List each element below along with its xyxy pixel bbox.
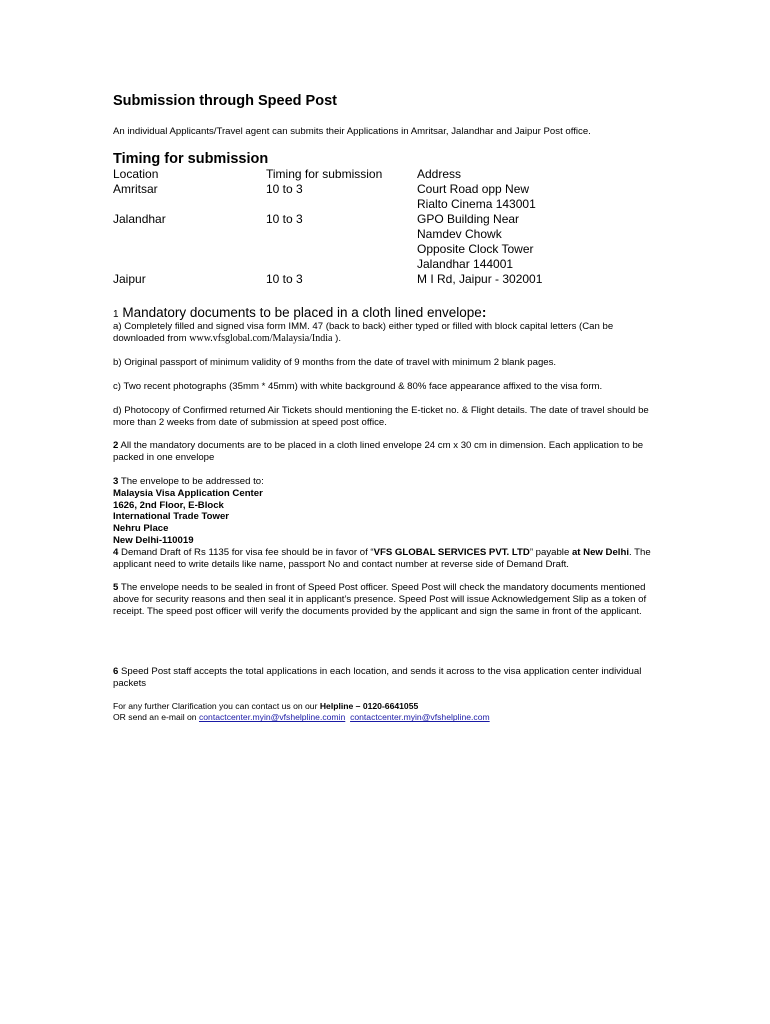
- section-4-text: ” payable: [529, 547, 572, 558]
- item-d-paragraph: d) Photocopy of Confirmed returned Air Tickets should mentioning the E-ticket no. & Flight details. The date of travel should be more than 2 weeks from date of submission at speed post office.: [113, 405, 649, 428]
- section-6-text: Speed Post staff accepts the total applications in each location, and sends it across to the visa application center individual packets: [113, 666, 642, 689]
- item-a-text: a) Completely filled and signed visa form IMM. 47 (back to back) either typed or filled with block capital letters (Can be downloaded from: [113, 321, 614, 344]
- section-2-text: All the mandatory documents are to be placed in a cloth lined envelope 24 cm x 30 cm in dimension. Each application to be packed in one envelope: [113, 440, 644, 463]
- address-line: 1626, 2nd Floor, E-Block: [113, 499, 224, 511]
- location-jaipur: Jaipur: [113, 272, 146, 286]
- address-line: Jalandhar 144001: [417, 257, 514, 271]
- location-jalandhar: Jalandhar: [113, 212, 166, 226]
- address-line: Malaysia Visa Application Center: [113, 487, 263, 499]
- address-line: Opposite Clock Tower: [417, 242, 534, 256]
- intro-paragraph: An individual Applicants/Travel agent can submits their Applications in Amritsar, Jalandhar and Jaipur Post office.: [113, 126, 591, 137]
- payable-location: at New Delhi: [571, 547, 629, 558]
- section-3-paragraph: [113, 476, 661, 547]
- section-4-text: . The applicant need to write details like name, passport No and contact number at reverse side of Demand Draft.: [113, 547, 651, 570]
- item-a-end: ).: [332, 332, 342, 344]
- item-c-paragraph: c) Two recent photographs (35mm * 45mm) with white background & 80% face appearance affixed to the visa form.: [113, 381, 603, 392]
- email-link[interactable]: contactcenter.myin@vfshelpline.comin: [198, 712, 346, 723]
- section-number: 1: [113, 309, 119, 320]
- email-link[interactable]: contactcenter.myin@vfshelpline.com: [350, 712, 490, 723]
- section-6-paragraph: [113, 666, 661, 690]
- timing-jaipur: 10 to 3: [266, 272, 303, 286]
- section-number: 4: [113, 547, 119, 558]
- contact-paragraph: [113, 701, 661, 724]
- item-b-paragraph: b) Original passport of minimum validity of 9 months from the date of travel with minimum 2 blank pages.: [113, 357, 557, 368]
- address-line: Rialto Cinema 143001: [417, 197, 536, 211]
- contact-text: For any further Clarification you can contact us on our: [113, 701, 320, 711]
- address-line: Nehru Place: [113, 523, 169, 535]
- timing-jalandhar: 10 to 3: [266, 212, 303, 226]
- timing-column-header: Timing for submission: [266, 167, 383, 181]
- address-line: International Trade Tower: [113, 511, 230, 523]
- section-5-text: The envelope needs to be sealed in front of Speed Post officer. Speed Post will check the mandatory documents mentioned above for security reasons and then seal it in applicant’s presence. Speed Post will issue Acknowledgement Slip as a token of receipt. The speed post officer will verify the documents provided by the applicant and sign the same in front of the applicant.: [113, 582, 647, 617]
- section-3-text: The envelope to be addressed to:: [118, 476, 264, 487]
- heading-colon: :: [481, 305, 487, 320]
- helpline-number: Helpline – 0120-6641055: [319, 701, 419, 711]
- item-a-paragraph: [113, 321, 661, 345]
- timing-amritsar: 10 to 3: [266, 182, 303, 196]
- location-amritsar: Amritsar: [113, 182, 158, 196]
- section-5-paragraph: [113, 582, 661, 617]
- payee-name: VFS GLOBAL SERVICES PVT. LTD: [373, 547, 530, 558]
- contact-text: OR send an e-mail on: [113, 712, 199, 723]
- section-heading-text: Mandatory documents to be placed in a cloth lined envelope: [122, 305, 482, 320]
- section-2-paragraph: [113, 440, 661, 464]
- address-line: Namdev Chowk: [417, 227, 502, 241]
- timing-heading: Timing for submission: [113, 151, 269, 167]
- section-4-paragraph: [113, 547, 661, 571]
- address-column-header: Address: [417, 167, 462, 181]
- section-number: 3: [113, 476, 119, 487]
- section-number: 2: [113, 440, 119, 451]
- location-column-header: Location: [113, 167, 159, 181]
- section-number: 5: [113, 582, 119, 593]
- address-line: M I Rd, Jaipur - 302001: [417, 272, 543, 286]
- section-4-text: Demand Draft of Rs 1135 for visa fee should be in favor of “: [118, 547, 374, 558]
- section-number: 6: [113, 666, 119, 677]
- address-line: New Delhi-110019: [113, 534, 194, 546]
- address-line: Court Road opp New: [417, 182, 530, 196]
- address-line: GPO Building Near: [417, 212, 520, 226]
- mandatory-documents-heading: [113, 305, 486, 320]
- page-title: Submission through Speed Post: [113, 93, 337, 109]
- download-url: www.vfsglobal.com/Malaysia/India: [189, 332, 333, 344]
